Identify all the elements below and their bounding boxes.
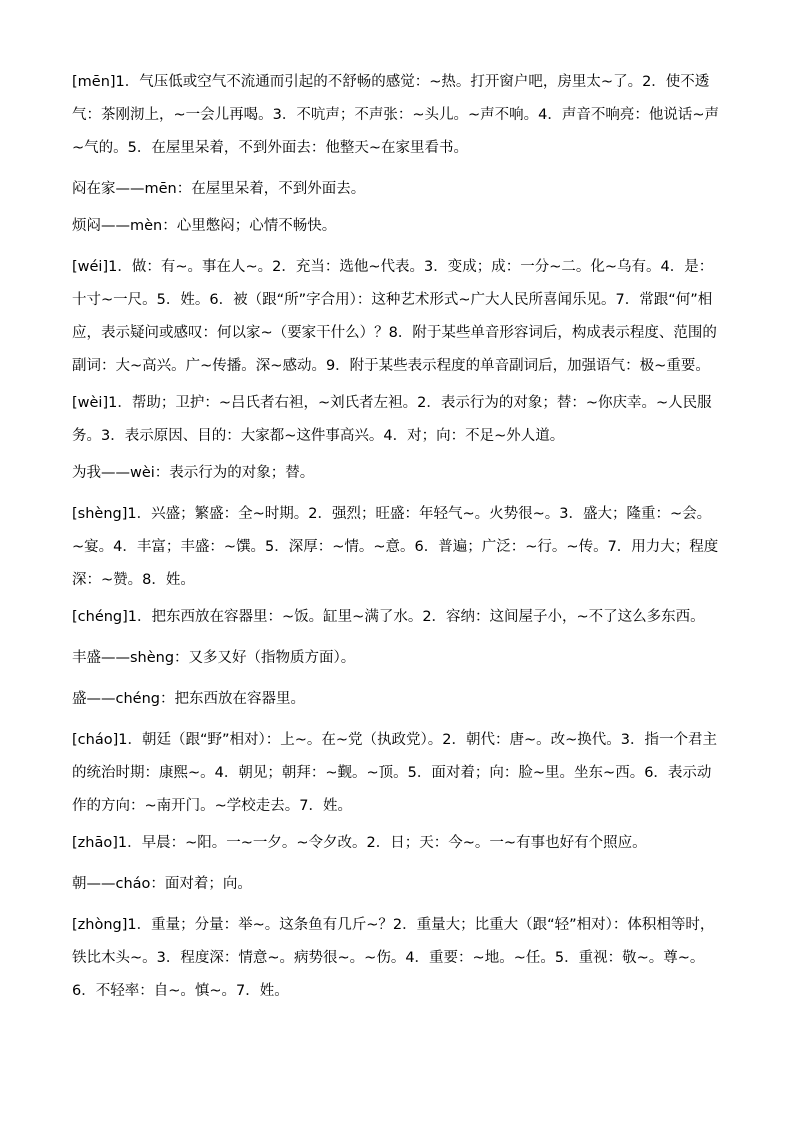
entry-men-example-1: 闷在家——mēn：在屋里呆着，不到外面去。 (72, 181, 366, 197)
entry-men-definitions: [mēn]1．气压低或空气不流通而引起的不舒畅的感觉：~热。打开窗户吧，房里太~了。2．使不透气：茶刚沏上，~一会儿再喝。3．不吭声；不声张：~头儿。~声不响。4．声音不响亮：他说话~声~气的。5．在屋里呆着，不到外面去：他整天~在家里看书。 (72, 74, 720, 156)
document-body (72, 66, 722, 1008)
entry-chao-example: 朝——cháo：面对着；向。 (72, 876, 252, 892)
entry-wei4-definitions: [wèi]1．帮助；卫护：~吕氏者右袒，~刘氏者左袒。2．表示行为的对象；替：~你庆幸。~人民服务。3．表示原因、目的：大家都~这件事高兴。4．对；向：不足~外人道。 (72, 395, 712, 444)
entry-chao-definitions: [cháo]1．朝廷（跟“野”相对）：上~。在~党（执政党）。2．朝代：唐~。改~换代。3．指一个君主的统治时期：康熙~。4．朝见；朝拜：~觐。~顶。5．面对着；向：脸~里。坐东~西。6．表示动作的方向：~南开门。~学校走去。7．姓。 (72, 732, 718, 814)
entry-cheng-example: 盛——chéng：把东西放在容器里。 (72, 691, 305, 707)
entry-men-example-2: 烦闷——mèn：心里憋闷；心情不畅快。 (72, 218, 337, 234)
entry-cheng-definitions: [chéng]1．把东西放在容器里：~饭。缸里~满了水。2．容纳：这间屋子小，~不了这么多东西。 (72, 609, 705, 625)
entry-zhao-definitions: [zhāo]1．早晨：~阳。一~一夕。~令夕改。2．日；天：今~。一~有事也好有个照应。 (72, 835, 647, 851)
entry-zhong-definitions: [zhòng]1．重量；分量：举~。这条鱼有几斤~？2．重量大；比重大（跟“轻”相对）：体积相等时，铁比木头~。3．程度深：情意~。病势很~。~伤。4．重要：~地。~任。5．重视：敬~。尊~。6．不轻率：自~。慎~。7．姓。 (72, 917, 715, 999)
entry-sheng-example: 丰盛——shèng：又多又好（指物质方面）。 (72, 650, 356, 666)
entry-wei4-example: 为我——wèi：表示行为的对象；替。 (72, 465, 315, 481)
entry-sheng-definitions: [shèng]1．兴盛；繁盛：全~时期。2．强烈；旺盛：年轻气~。火势很~。3．盛大；隆重：~会。~宴。4．丰富；丰盛：~馔。5．深厚：~情。~意。6．普遍；广泛：~行。~传。7．用力大；程度深：~赞。8．姓。 (72, 506, 719, 588)
entry-wei2-definitions: [wéi]1．做：有~。事在人~。2．充当：选他~代表。3．变成；成：一分~二。化~乌有。4．是：十寸~一尺。5．姓。6．被（跟“所”字合用）：这种艺术形式~广大人民所喜闻乐见。7．常跟“何”相应，表示疑问或感叹：何以家~（要家干什么）？8．附于某些单音形容词后，构成表示程度、范围的副词：大~高兴。广~传播。深~感动。9．附于某些表示程度的单音副词后，加强语气：极~重要。 (72, 259, 717, 374)
